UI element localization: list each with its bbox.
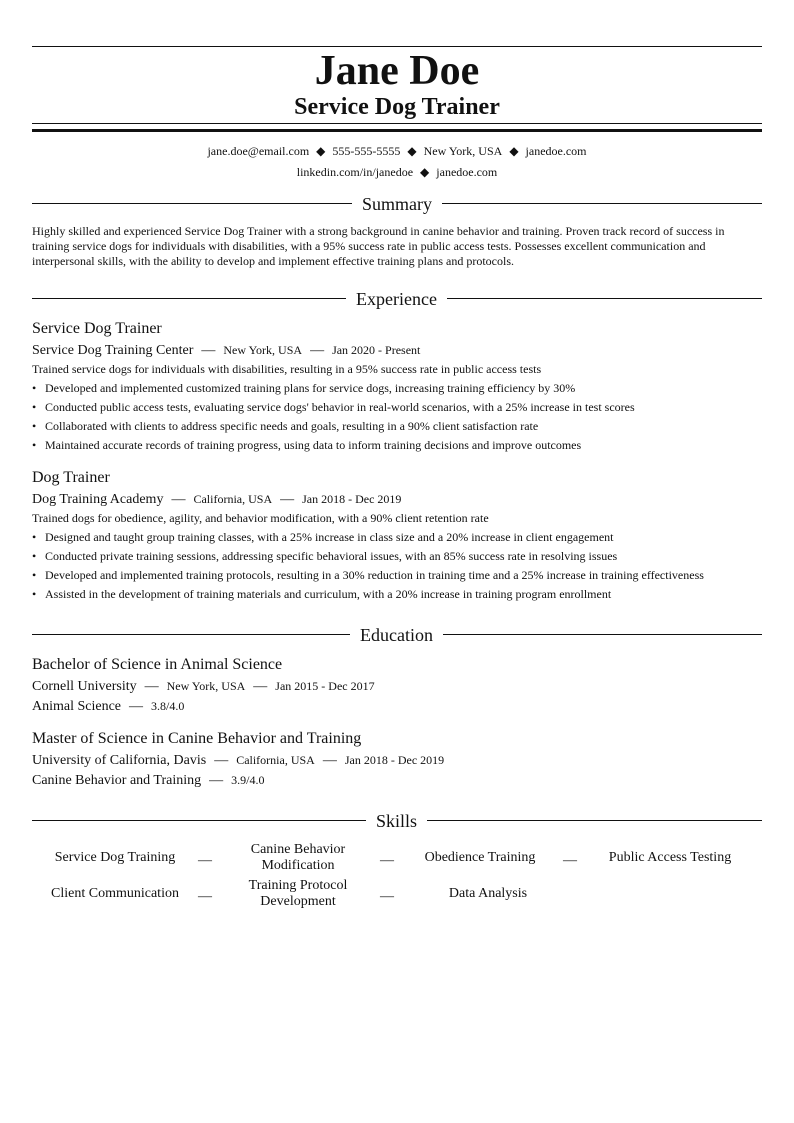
bullet-icon: •	[32, 530, 37, 544]
job-employer: Dog Training Academy — California, USA — Jan 2018 - Dec 2019	[32, 492, 402, 507]
diamond-separator-icon: ◆	[509, 144, 519, 158]
candidate-name: Jane Doe	[314, 48, 480, 94]
job-employer: Service Dog Training Center — New York, USA — Jan 2020 - Present	[32, 343, 421, 358]
list-item: • Assisted in the development of training materials and curriculum, with a 20% increase in training program enrollment	[32, 585, 762, 604]
section-experience-heading	[32, 288, 762, 310]
job-bullets	[32, 379, 762, 455]
skill-separator: —	[380, 889, 394, 904]
list-item: • Conducted private training sessions, addressing specific behavioral issues, with an 85% success rate in resolving issues	[32, 547, 762, 566]
job-title: Service Dog Trainer	[32, 320, 162, 337]
section-title: Experience	[356, 289, 437, 309]
section-title: Education	[360, 625, 433, 645]
education-degree: Bachelor of Science in Animal Science	[32, 656, 283, 673]
skill-item: Canine Behavior Modification	[250, 842, 346, 873]
skill-separator: —	[380, 853, 394, 868]
section-title: Skills	[376, 811, 418, 831]
website[interactable]: janedoe.com	[525, 144, 587, 158]
skill-item: Obedience Training	[424, 850, 536, 865]
bullet-icon: •	[32, 587, 37, 601]
skill-item: Service Dog Training	[54, 850, 176, 865]
list-item: • Conducted public access tests, evaluating service dogs' behavior in real-world scenarios, with a 25% increase in test scores	[32, 398, 762, 417]
header-rule-thick	[32, 129, 762, 132]
contact-line-2	[32, 164, 762, 180]
skill-separator: —	[198, 853, 212, 868]
diamond-separator-icon: ◆	[407, 144, 417, 158]
bullet-icon: •	[32, 438, 37, 452]
education-degree: Master of Science in Canine Behavior and Training	[32, 730, 362, 747]
bullet-icon: •	[32, 568, 37, 582]
section-summary-heading	[32, 193, 762, 215]
list-item: • Maintained accurate records of training progress, using data to inform training decisions and improve outcomes	[32, 436, 762, 455]
list-item: • Designed and taught group training classes, with a 25% increase in class size and a 20% increase in client engagement	[32, 528, 762, 547]
skill-separator: —	[563, 853, 577, 868]
diamond-separator-icon: ◆	[420, 165, 430, 179]
website-secondary[interactable]: janedoe.com	[436, 165, 498, 179]
location: New York, USA	[423, 144, 503, 158]
contact-line-1	[32, 143, 762, 159]
education-major: Canine Behavior and Training — 3.9/4.0	[32, 773, 265, 788]
skill-separator: —	[198, 889, 212, 904]
job-bullets	[32, 528, 762, 604]
list-item: • Developed and implemented training protocols, resulting in a 30% reduction in training time and a 25% increase in training effectiveness	[32, 566, 762, 585]
list-item: • Collaborated with clients to address specific needs and goals, resulting in a 90% client satisfaction rate	[32, 417, 762, 436]
header-rule-thin	[32, 123, 762, 124]
education-school: Cornell University — New York, USA — Jan 2015 - Dec 2017	[32, 679, 375, 694]
bullet-icon: •	[32, 400, 37, 414]
section-title: Summary	[362, 194, 432, 214]
bullet-icon: •	[32, 549, 37, 563]
skill-item: Data Analysis	[448, 886, 528, 901]
candidate-title: Service Dog Trainer	[294, 94, 500, 120]
diamond-separator-icon: ◆	[316, 144, 326, 158]
section-skills-heading	[32, 810, 762, 832]
skill-item: Public Access Testing	[608, 850, 732, 865]
job-description: Trained dogs for obedience, agility, and behavior modification, with a 90% client retention rate	[32, 511, 489, 525]
list-item: • Developed and implemented customized training plans for service dogs, increasing training efficiency by 30%	[32, 379, 762, 398]
email[interactable]: jane.doe@email.com	[207, 144, 310, 158]
skill-item: Client Communication	[51, 886, 179, 901]
education-major: Animal Science — 3.8/4.0	[32, 699, 185, 714]
job-title: Dog Trainer	[32, 469, 110, 486]
section-education-heading	[32, 624, 762, 646]
bullet-icon: •	[32, 381, 37, 395]
linkedin[interactable]: linkedin.com/in/janedoe	[296, 165, 414, 179]
education-school: University of California, Davis — California, USA — Jan 2018 - Dec 2019	[32, 753, 445, 768]
phone[interactable]: 555-555-5555	[332, 144, 401, 158]
skill-item: Training Protocol Development	[248, 878, 348, 909]
summary-text: Highly skilled and experienced Service Dog Trainer with a strong background in canine behavior and training. Proven track record of success in training service dogs for individuals with disabilities, with a 95% success rate in public access tests. Possesses excellent communication and interpersonal skills, with the ability to develop and implement effective training plans and protocols.	[32, 224, 725, 268]
job-description: Trained service dogs for individuals with disabilities, resulting in a 95% success rate in public access tests	[32, 362, 542, 376]
bullet-icon: •	[32, 419, 37, 433]
